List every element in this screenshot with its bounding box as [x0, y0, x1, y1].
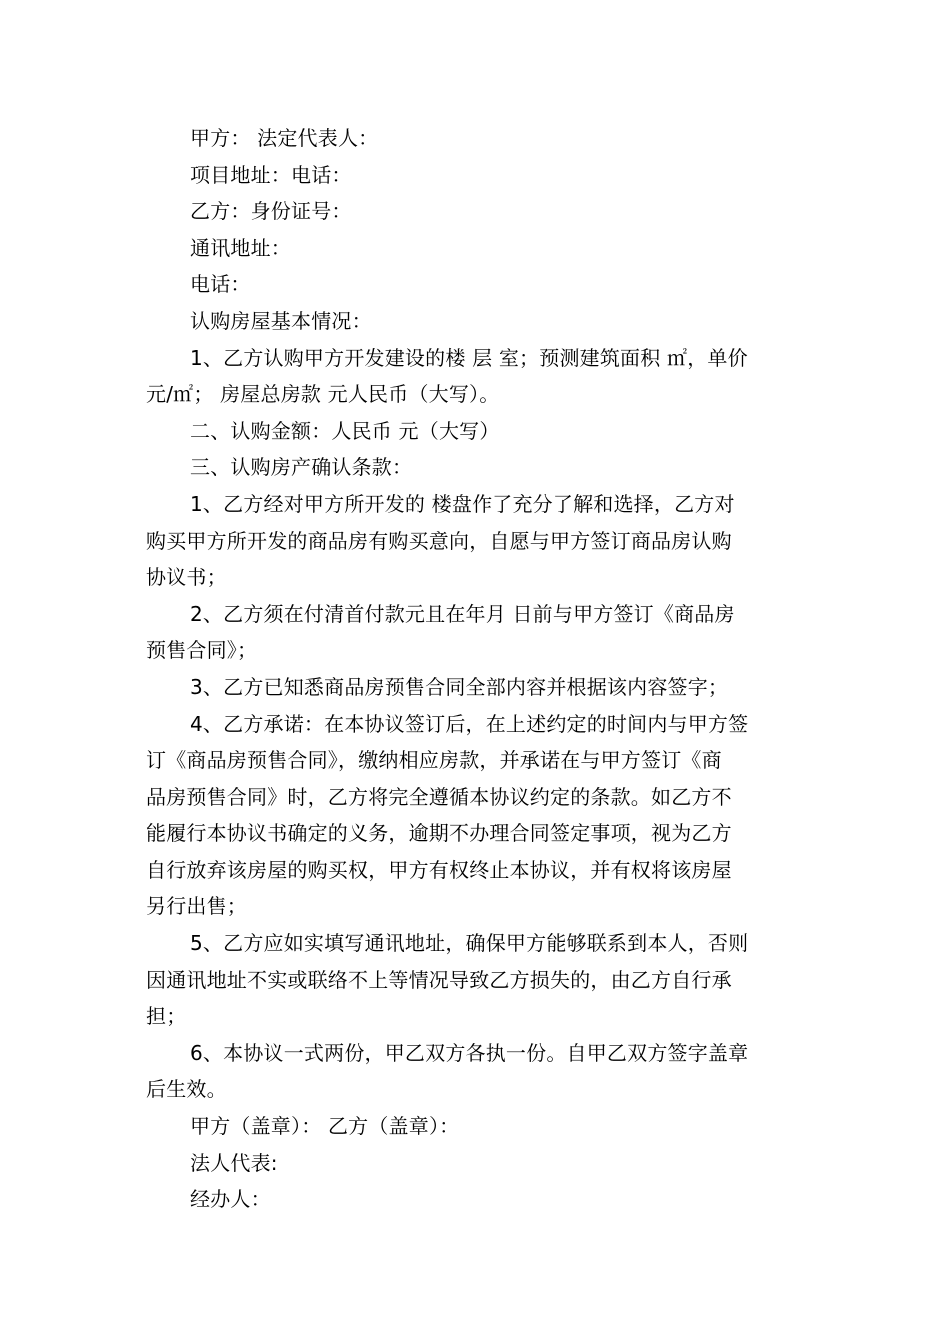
legal-representative-line: 法人代表:: [190, 1150, 278, 1175]
handler-line: 经办人：: [190, 1187, 271, 1212]
document-page: [146, 120, 806, 1218]
clause-4-text-cont: 自行放弃该房屋的购买权，甲方有权终止本协议，并有权将该房屋: [146, 857, 732, 882]
clause-5-text: 5、乙方应如实填写通讯地址，确保甲方能够联系到本人，否则: [190, 931, 749, 956]
clause-1-text: 1、乙方经对甲方所开发的 楼盘作了充分了解和选择，乙方对: [190, 491, 735, 516]
clause-4-text: 4、乙方承诺：在本协议签订后，在上述约定的时间内与甲方签: [190, 711, 749, 736]
house-info-heading: 认购房屋基本情况：: [190, 308, 372, 333]
clause-4-text-cont: 能履行本协议书确定的义务，逾期不办理合同签定事项，视为乙方: [146, 821, 732, 846]
clause-5-text-cont: 因通讯地址不实或联络不上等情况导致乙方损失的，由乙方自行承: [146, 967, 732, 992]
clause-4-text-cont: 品房预售合同》时，乙方将完全遵循本协议约定的条款。如乙方不: [146, 784, 732, 809]
clause-1-text-cont: 购买甲方所开发的商品房有购买意向，自愿与甲方签订商品房认购: [146, 528, 732, 553]
clause-4-text-cont: 订《商品房预售合同》，缴纳相应房款，并承诺在与甲方签订《商: [146, 748, 722, 773]
party-a-line: 甲方： 法定代表人：: [190, 126, 379, 150]
confirmation-clauses-heading: 三、认购房产确认条款：: [190, 455, 413, 480]
clause-1-text-cont: 协议书；: [146, 565, 227, 590]
house-info-text-cont: 元/㎡； 房屋总房款 元人民币（大写）。: [146, 382, 500, 407]
subscription-amount-line: 二、认购金额：人民币 元（大写）: [190, 418, 500, 443]
clause-4-text-cont: 另行出售；: [146, 894, 247, 919]
clause-2-text: 2、乙方须在付清首付款元且在年月 日前与甲方签订《商品房: [190, 601, 735, 626]
clause-2-text-cont: 预售合同》；: [146, 638, 258, 663]
clause-3-text: 3、乙方已知悉商品房预售合同全部内容并根据该内容签字；: [190, 674, 729, 699]
project-address-line: 项目地址：电话：: [190, 162, 352, 187]
house-info-text: 1、乙方认购甲方开发建设的楼 层 室；预测建筑面积 ㎡，单价: [190, 345, 748, 370]
clause-6-text-cont: 后生效。: [146, 1077, 227, 1102]
clause-5-text-cont: 担；: [146, 1004, 187, 1029]
party-b-line: 乙方：身份证号：: [190, 199, 352, 224]
mailing-address-line: 通讯地址：: [190, 235, 291, 260]
clause-6-text: 6、本协议一式两份，甲乙双方各执一份。自甲乙双方签字盖章: [190, 1040, 749, 1065]
signature-seal-line: 甲方（盖章）： 乙方（盖章）：: [190, 1114, 460, 1139]
phone-line: 电话：: [190, 272, 251, 297]
